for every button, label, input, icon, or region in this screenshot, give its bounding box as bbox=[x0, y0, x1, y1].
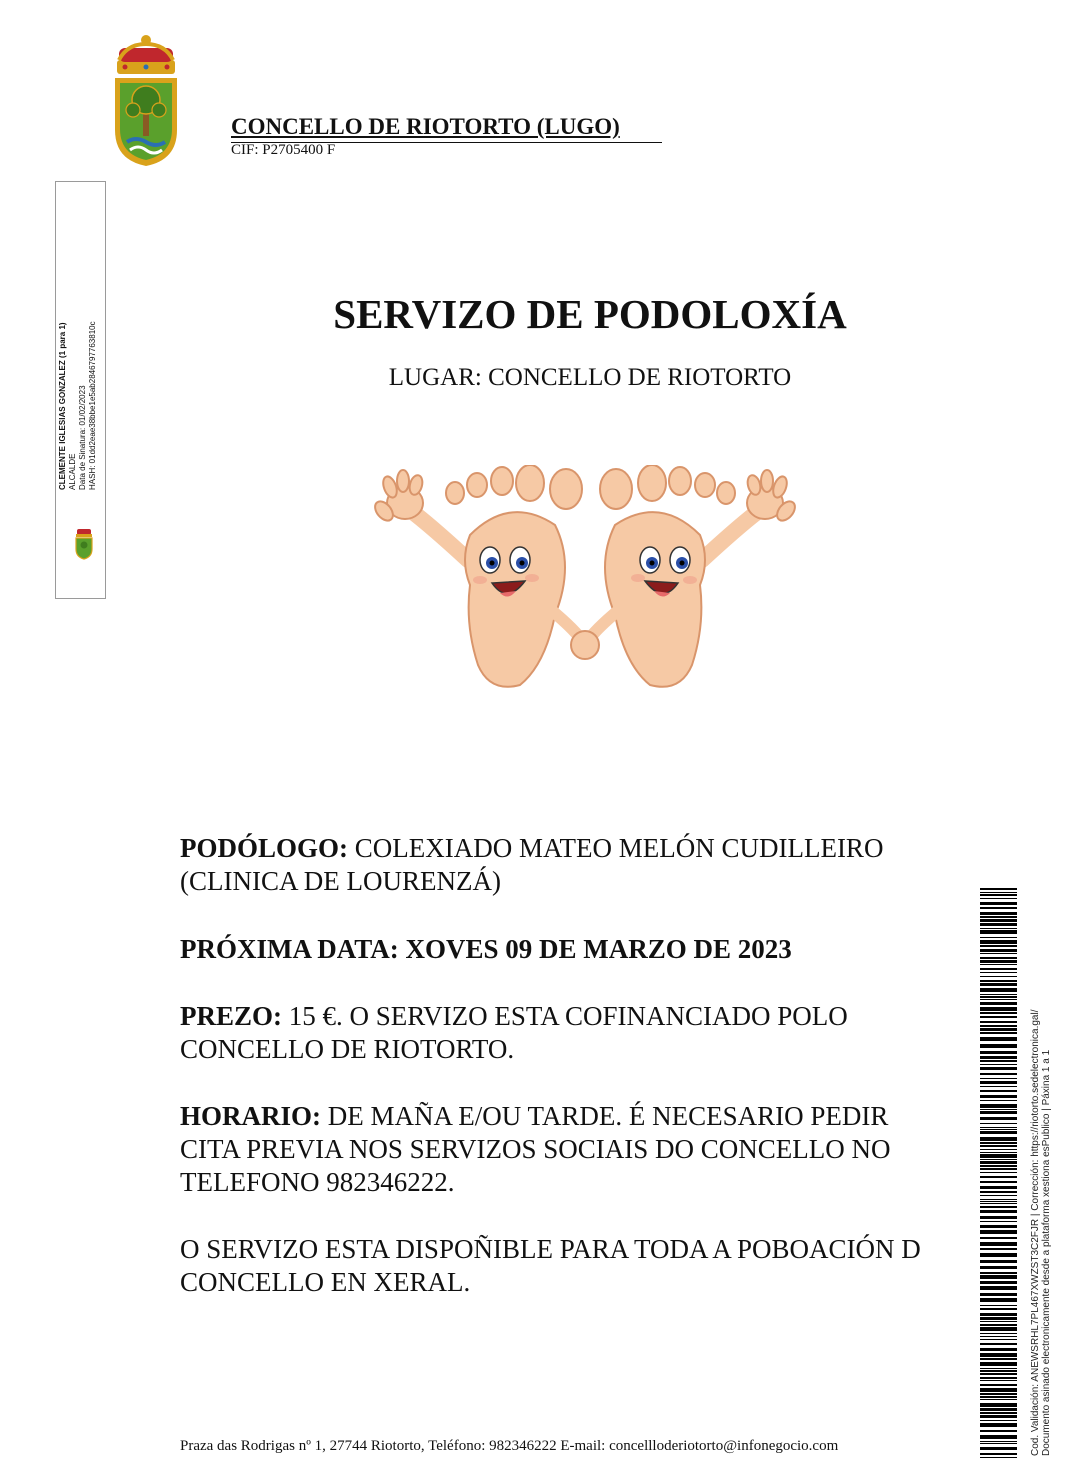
availability-paragraph bbox=[180, 1233, 980, 1299]
coat-of-arms-logo bbox=[105, 30, 187, 168]
organization-cif: CIF: P2705400 F bbox=[231, 142, 336, 158]
happy-feet-illustration bbox=[370, 465, 800, 695]
signer-role: ALCALDE bbox=[68, 453, 77, 490]
validation-platform: Documento asinado electronicamente desde a plataforma xestiona esPublico | Páxina 1 a 1 bbox=[1041, 1049, 1052, 1456]
schedule-line-1: DE MAÑA E/OU TARDE. É NECESARIO PEDIR bbox=[321, 1101, 889, 1131]
schedule-paragraph bbox=[180, 1100, 980, 1199]
schedule-label: HORARIO: bbox=[180, 1101, 321, 1131]
next-date-paragraph bbox=[180, 933, 980, 966]
podiatrist-name: COLEXIADO MATEO MELÓN CUDILLEIRO bbox=[348, 833, 884, 863]
signature-coat-of-arms-icon bbox=[63, 527, 105, 561]
price-value: 15 €. O SERVIZO ESTA COFINANCIADO POLO bbox=[282, 1001, 848, 1031]
price-cofinance: CONCELLO DE RIOTORTO. bbox=[180, 1034, 515, 1064]
organization-name: CONCELLO DE RIOTORTO (LUGO) bbox=[231, 114, 620, 139]
validation-details bbox=[1030, 1010, 1052, 1457]
service-place: LUGAR: CONCELLO DE RIOTORTO bbox=[388, 364, 792, 391]
price-label: PREZO: bbox=[180, 1001, 283, 1031]
availability-line-2: CONCELLO EN XERAL. bbox=[180, 1267, 471, 1297]
validation-barcode bbox=[980, 888, 1017, 1458]
schedule-line-3: TELEFONO 982346222. bbox=[180, 1167, 455, 1197]
signature-date: Data de Sinatura: 01/02/2023 bbox=[78, 385, 87, 490]
page-footer: Praza das Rodrigas nº 1, 27744 Riotorto, Teléfono: 982346222 E-mail: concellloderiotorto@infonegocio.com bbox=[180, 1438, 839, 1454]
next-date: PRÓXIMA DATA: XOVES 09 DE MARZO DE 2023 bbox=[180, 934, 792, 964]
price-paragraph bbox=[180, 1000, 980, 1066]
podiatrist-paragraph bbox=[180, 832, 980, 898]
signer-name: CLEMENTE IGLESIAS GONZALEZ (1 para 1) bbox=[58, 322, 67, 490]
podiatrist-label: PODÓLOGO: bbox=[180, 833, 348, 863]
availability-line-1: O SERVIZO ESTA DISPOÑIBLE PARA TODA A POBOACIÓN D bbox=[180, 1234, 921, 1264]
signature-details bbox=[58, 190, 98, 490]
page-title: SERVIZO DE PODOLOXÍA bbox=[333, 291, 847, 337]
podiatrist-clinic: (CLINICA DE LOURENZÁ) bbox=[180, 866, 501, 896]
schedule-line-2: CITA PREVIA NOS SERVIZOS SOCIAIS DO CONCELLO NO bbox=[180, 1134, 891, 1164]
validation-code: Cod. Validación: ANEWSRHL7PL467XWZST3C2FJR | Corrección: https://riotorto.sedelectronica.gal/ bbox=[1030, 1009, 1041, 1456]
signature-hash: HASH: 01dd2eae38bbe1e5ab28467977638​10c bbox=[88, 321, 97, 490]
